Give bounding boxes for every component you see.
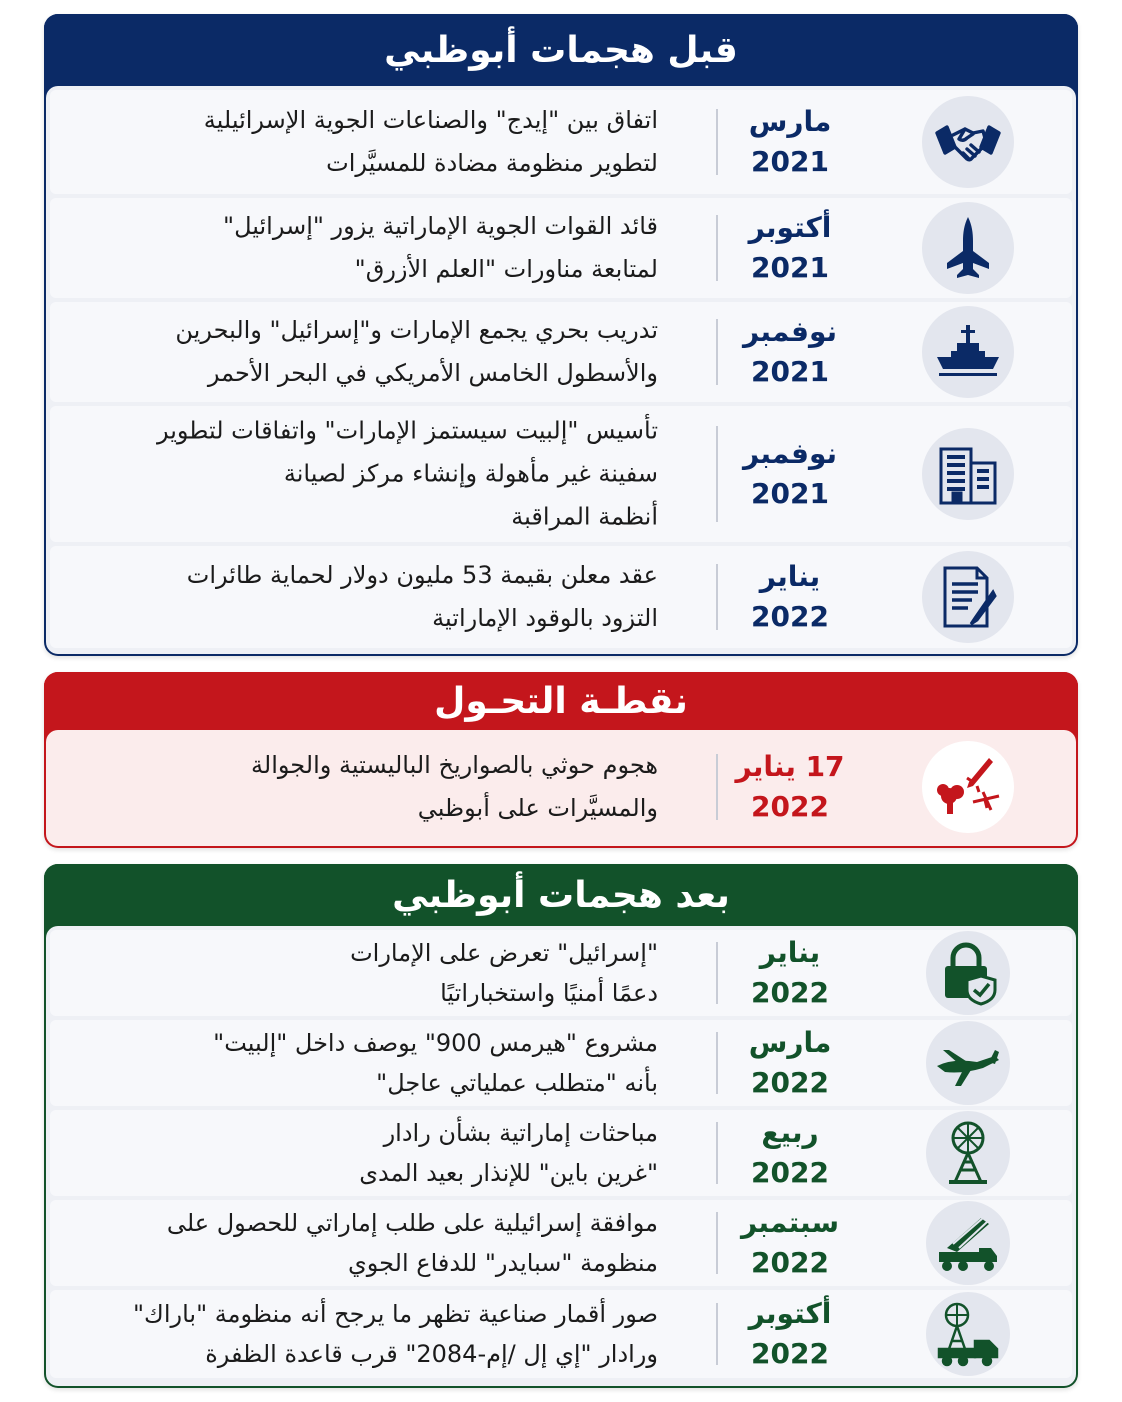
row-description — [80, 933, 658, 1013]
date-month: أكتوبر — [748, 211, 832, 244]
date-month: ربيع — [761, 1116, 819, 1149]
row-divider — [716, 215, 718, 281]
row-date — [730, 1294, 850, 1374]
building-icon — [922, 428, 1014, 520]
date-month: مارس — [748, 105, 832, 138]
timeline-row — [50, 732, 1072, 842]
date-year: 2021 — [751, 145, 829, 178]
timeline-row — [50, 930, 1072, 1016]
description-line: عقد معلن بقيمة 53 مليون دولار لحماية طائرات — [186, 561, 658, 589]
missile-launcher-icon — [926, 1201, 1010, 1285]
row-date — [730, 312, 850, 392]
date-year: 2021 — [751, 251, 829, 284]
security-lock-icon — [926, 931, 1010, 1015]
section-body-turning — [46, 730, 1076, 846]
description-line: منظومة "سبايدر" للدفاع الجوي — [347, 1249, 658, 1277]
date-year: 2022 — [751, 1156, 829, 1189]
description-line: هجوم حوثي بالصواريخ الباليستية والجوالة — [251, 751, 658, 779]
date-year: 2022 — [751, 1337, 829, 1370]
timeline-row — [50, 1290, 1072, 1378]
description-line: مباحثات إماراتية بشأن رادار — [383, 1119, 658, 1147]
description-line: تأسيس "إلبيت سيستمز الإمارات" واتفاقات لتطوير — [156, 416, 658, 445]
section-title-turning: نقطـة التحـول — [44, 672, 1078, 730]
after-attacks-section — [44, 864, 1078, 1388]
before-attacks-section — [44, 14, 1078, 656]
row-divider — [716, 1122, 718, 1184]
description-line: صور أقمار صناعية تظهر ما يرجح أنه منظومة "باراك" — [133, 1300, 658, 1328]
description-line: والأسطول الخامس الأمريكي في البحر الأحمر — [207, 359, 658, 387]
row-divider — [716, 319, 718, 385]
date-year: 2022 — [751, 976, 829, 1009]
description-line: اتفاق بين "إيدج" والصناعات الجوية الإسرائيلية — [203, 106, 658, 134]
row-date — [730, 1203, 850, 1283]
warship-icon — [922, 306, 1014, 398]
handshake-icon — [922, 96, 1014, 188]
timeline-row — [50, 546, 1072, 648]
description-line: لمتابعة مناورات "العلم الأزرق" — [354, 255, 658, 283]
section-body-after — [46, 926, 1076, 1386]
date-year: 2022 — [751, 600, 829, 633]
row-description — [80, 99, 658, 185]
row-date — [730, 1023, 850, 1103]
row-description — [80, 554, 658, 640]
section-title-before: قبل هجمات أبوظبي — [44, 14, 1078, 86]
row-description — [80, 1113, 658, 1193]
section-body-before — [46, 86, 1076, 654]
row-date — [730, 933, 850, 1013]
row-description — [80, 309, 658, 395]
row-description — [80, 205, 658, 291]
date-month: 17 يناير — [735, 750, 845, 783]
timeline-row — [50, 1200, 1072, 1286]
row-date — [730, 208, 850, 288]
description-line: سفينة غير مأهولة وإنشاء مركز لصيانة — [283, 459, 658, 488]
contract-icon — [922, 551, 1014, 643]
date-month: أكتوبر — [748, 1297, 832, 1330]
row-date — [730, 747, 850, 827]
row-divider — [716, 109, 718, 175]
description-line: ورادار "إي إل /إم-2084" قرب قاعدة الظفرة — [205, 1340, 658, 1368]
description-line: أنظمة المراقبة — [511, 502, 658, 531]
row-divider — [716, 426, 718, 522]
description-line: تدريب بحري يجمع الإمارات و"إسرائيل" والبحرين — [175, 316, 658, 344]
timeline-row — [50, 302, 1072, 402]
timeline-row — [50, 90, 1072, 194]
date-year: 2022 — [751, 790, 829, 823]
description-line: دعمًا أمنيًا واستخباراتيًا — [440, 979, 658, 1007]
date-year: 2022 — [751, 1066, 829, 1099]
date-month: يناير — [759, 560, 821, 593]
timeline-row — [50, 1020, 1072, 1106]
date-year: 2021 — [751, 355, 829, 388]
missile-attack-icon — [922, 741, 1014, 833]
row-date — [730, 434, 850, 514]
description-line: موافقة إسرائيلية على طلب إماراتي للحصول على — [166, 1209, 658, 1237]
row-divider — [716, 1212, 718, 1274]
date-month: يناير — [759, 936, 821, 969]
row-description — [80, 1294, 658, 1374]
timeline-row — [50, 198, 1072, 298]
description-line: "إسرائيل" تعرض على الإمارات — [350, 939, 658, 967]
row-description — [80, 744, 658, 830]
description-line: بأنه "متطلب عملياتي عاجل" — [376, 1069, 658, 1097]
row-description — [80, 410, 658, 539]
jet-icon — [922, 202, 1014, 294]
description-line: "غرين باين" للإنذار بعيد المدى — [359, 1159, 658, 1187]
timeline-row — [50, 406, 1072, 542]
turning-point-section — [44, 672, 1078, 848]
row-divider — [716, 1032, 718, 1094]
drone-icon — [926, 1021, 1010, 1105]
description-line: مشروع "هيرمس 900" يوصف داخل "إلبيت" — [213, 1029, 658, 1057]
row-date — [730, 1113, 850, 1193]
row-divider — [716, 564, 718, 630]
description-line: قائد القوات الجوية الإماراتية يزور "إسرائيل" — [223, 212, 658, 240]
date-month: مارس — [748, 1026, 832, 1059]
row-description — [80, 1203, 658, 1283]
section-title-after: بعد هجمات أبوظبي — [44, 864, 1078, 926]
radar-truck-icon — [926, 1292, 1010, 1376]
description-line: التزود بالوقود الإماراتية — [432, 604, 658, 632]
date-month: نوفمبر — [742, 437, 838, 470]
timeline-row — [50, 1110, 1072, 1196]
date-month: نوفمبر — [742, 315, 838, 348]
date-year: 2021 — [751, 477, 829, 510]
row-description — [80, 1023, 658, 1103]
row-date — [730, 102, 850, 182]
radar-tower-icon — [926, 1111, 1010, 1195]
row-divider — [716, 754, 718, 820]
description-line: والمسيَّرات على أبوظبي — [417, 794, 658, 822]
date-year: 2022 — [751, 1246, 829, 1279]
row-date — [730, 557, 850, 637]
row-divider — [716, 1303, 718, 1365]
row-divider — [716, 942, 718, 1004]
description-line: لتطوير منظومة مضادة للمسيَّرات — [326, 149, 658, 177]
date-month: سبتمبر — [740, 1206, 839, 1239]
